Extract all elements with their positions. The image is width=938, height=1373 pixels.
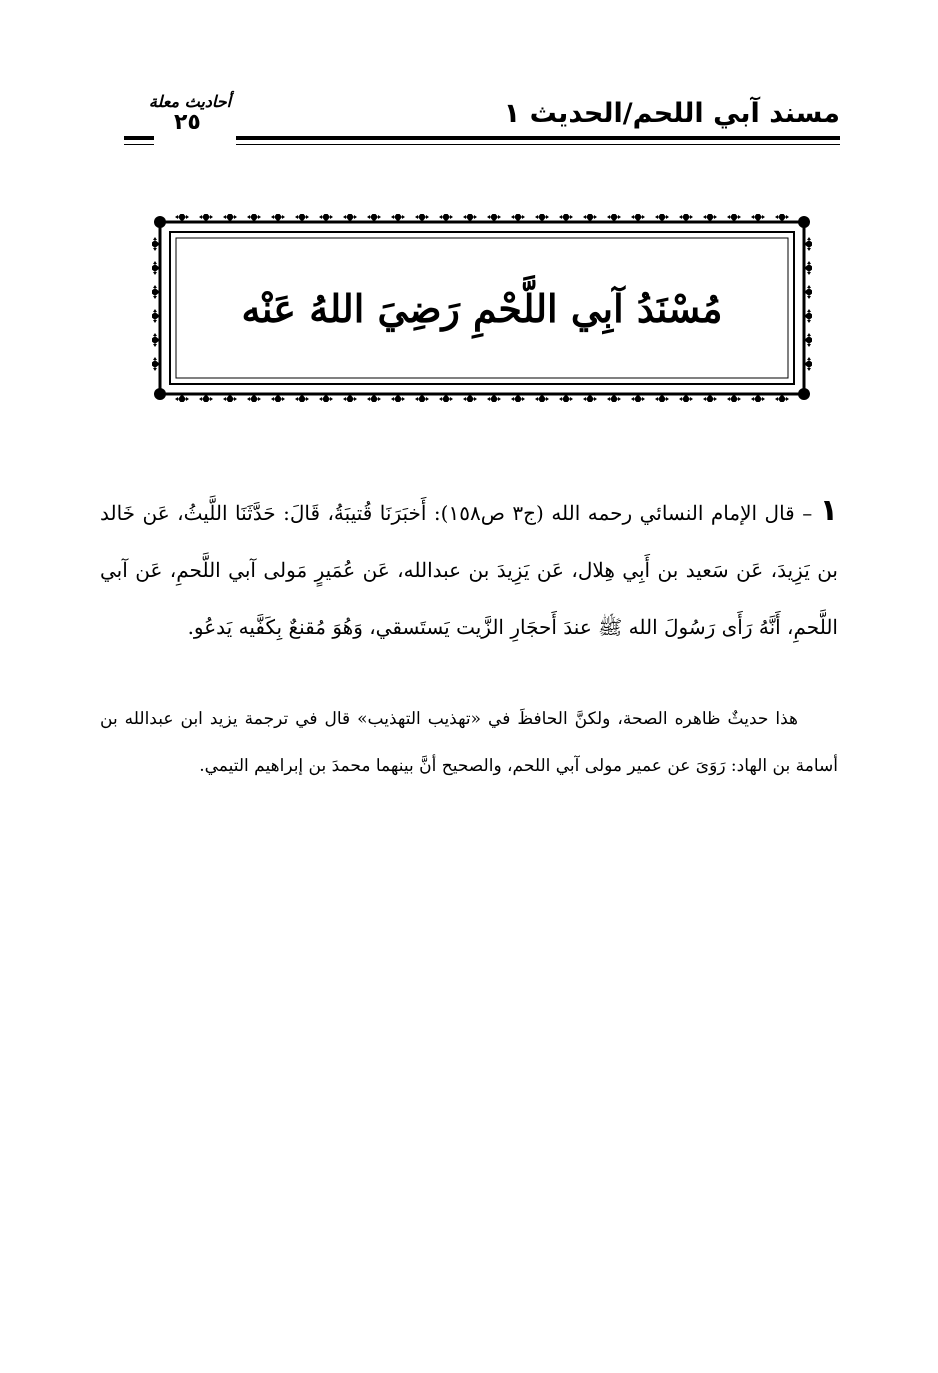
book-name: أحاديث معلة — [148, 92, 232, 111]
hadith-text: قال الإمام النسائي رحمه الله (ج٣ ص١٥٨): أَخبَرَنَا قُتيبَةُ، قَالَ: حَدَّثَنَا اللَّيثُ، عَن خَالد بن يَزِيدَ، عَن سَعيد بن أَبِي هِلال، عَن يَزِيدَ بن عبدالله، عَن عُمَيرٍ مَولى آبي اللَّحمِ، عَن آبي اللَّحمِ، أَنَّهُ رَأَى رَسُولَ الله ﷺ عندَ أَحجَارِ الزَّيت يَستَسقي، وَهُوَ مُقنعٌ بِكَفَّيه يَدعُو. — [100, 501, 838, 639]
hadith-number-separator: – — [794, 501, 820, 525]
hadith-number: ١ — [819, 493, 839, 528]
page-number: ٢٥ — [174, 110, 201, 135]
running-header — [120, 92, 840, 156]
hadith-paragraph — [100, 482, 838, 656]
header-rule-short-thin — [124, 144, 154, 145]
header-rule-short — [124, 136, 154, 140]
header-rule — [236, 136, 840, 140]
running-title: مسند آبي اللحم/الحديث ١ — [503, 98, 840, 129]
section-title-frame — [152, 214, 812, 402]
section-title: مُسْنَدُ آبِي اللَّحْمِ رَضِيَ اللهُ عَنْه — [241, 285, 723, 331]
commentary-paragraph: هذا حديثٌ ظاهره الصحة، ولكنَّ الحافظَ في «تهذيب التهذيب» قال في ترجمة يزيد ابن عبدالله بن أسامة بن الهاد: رَوَىَ عن عمير مولى آبي اللحم، والصحيح أنَّ بينهما محمدَ بن إبراهيم التيمي. — [100, 709, 838, 776]
header-rule-thin — [236, 144, 840, 145]
